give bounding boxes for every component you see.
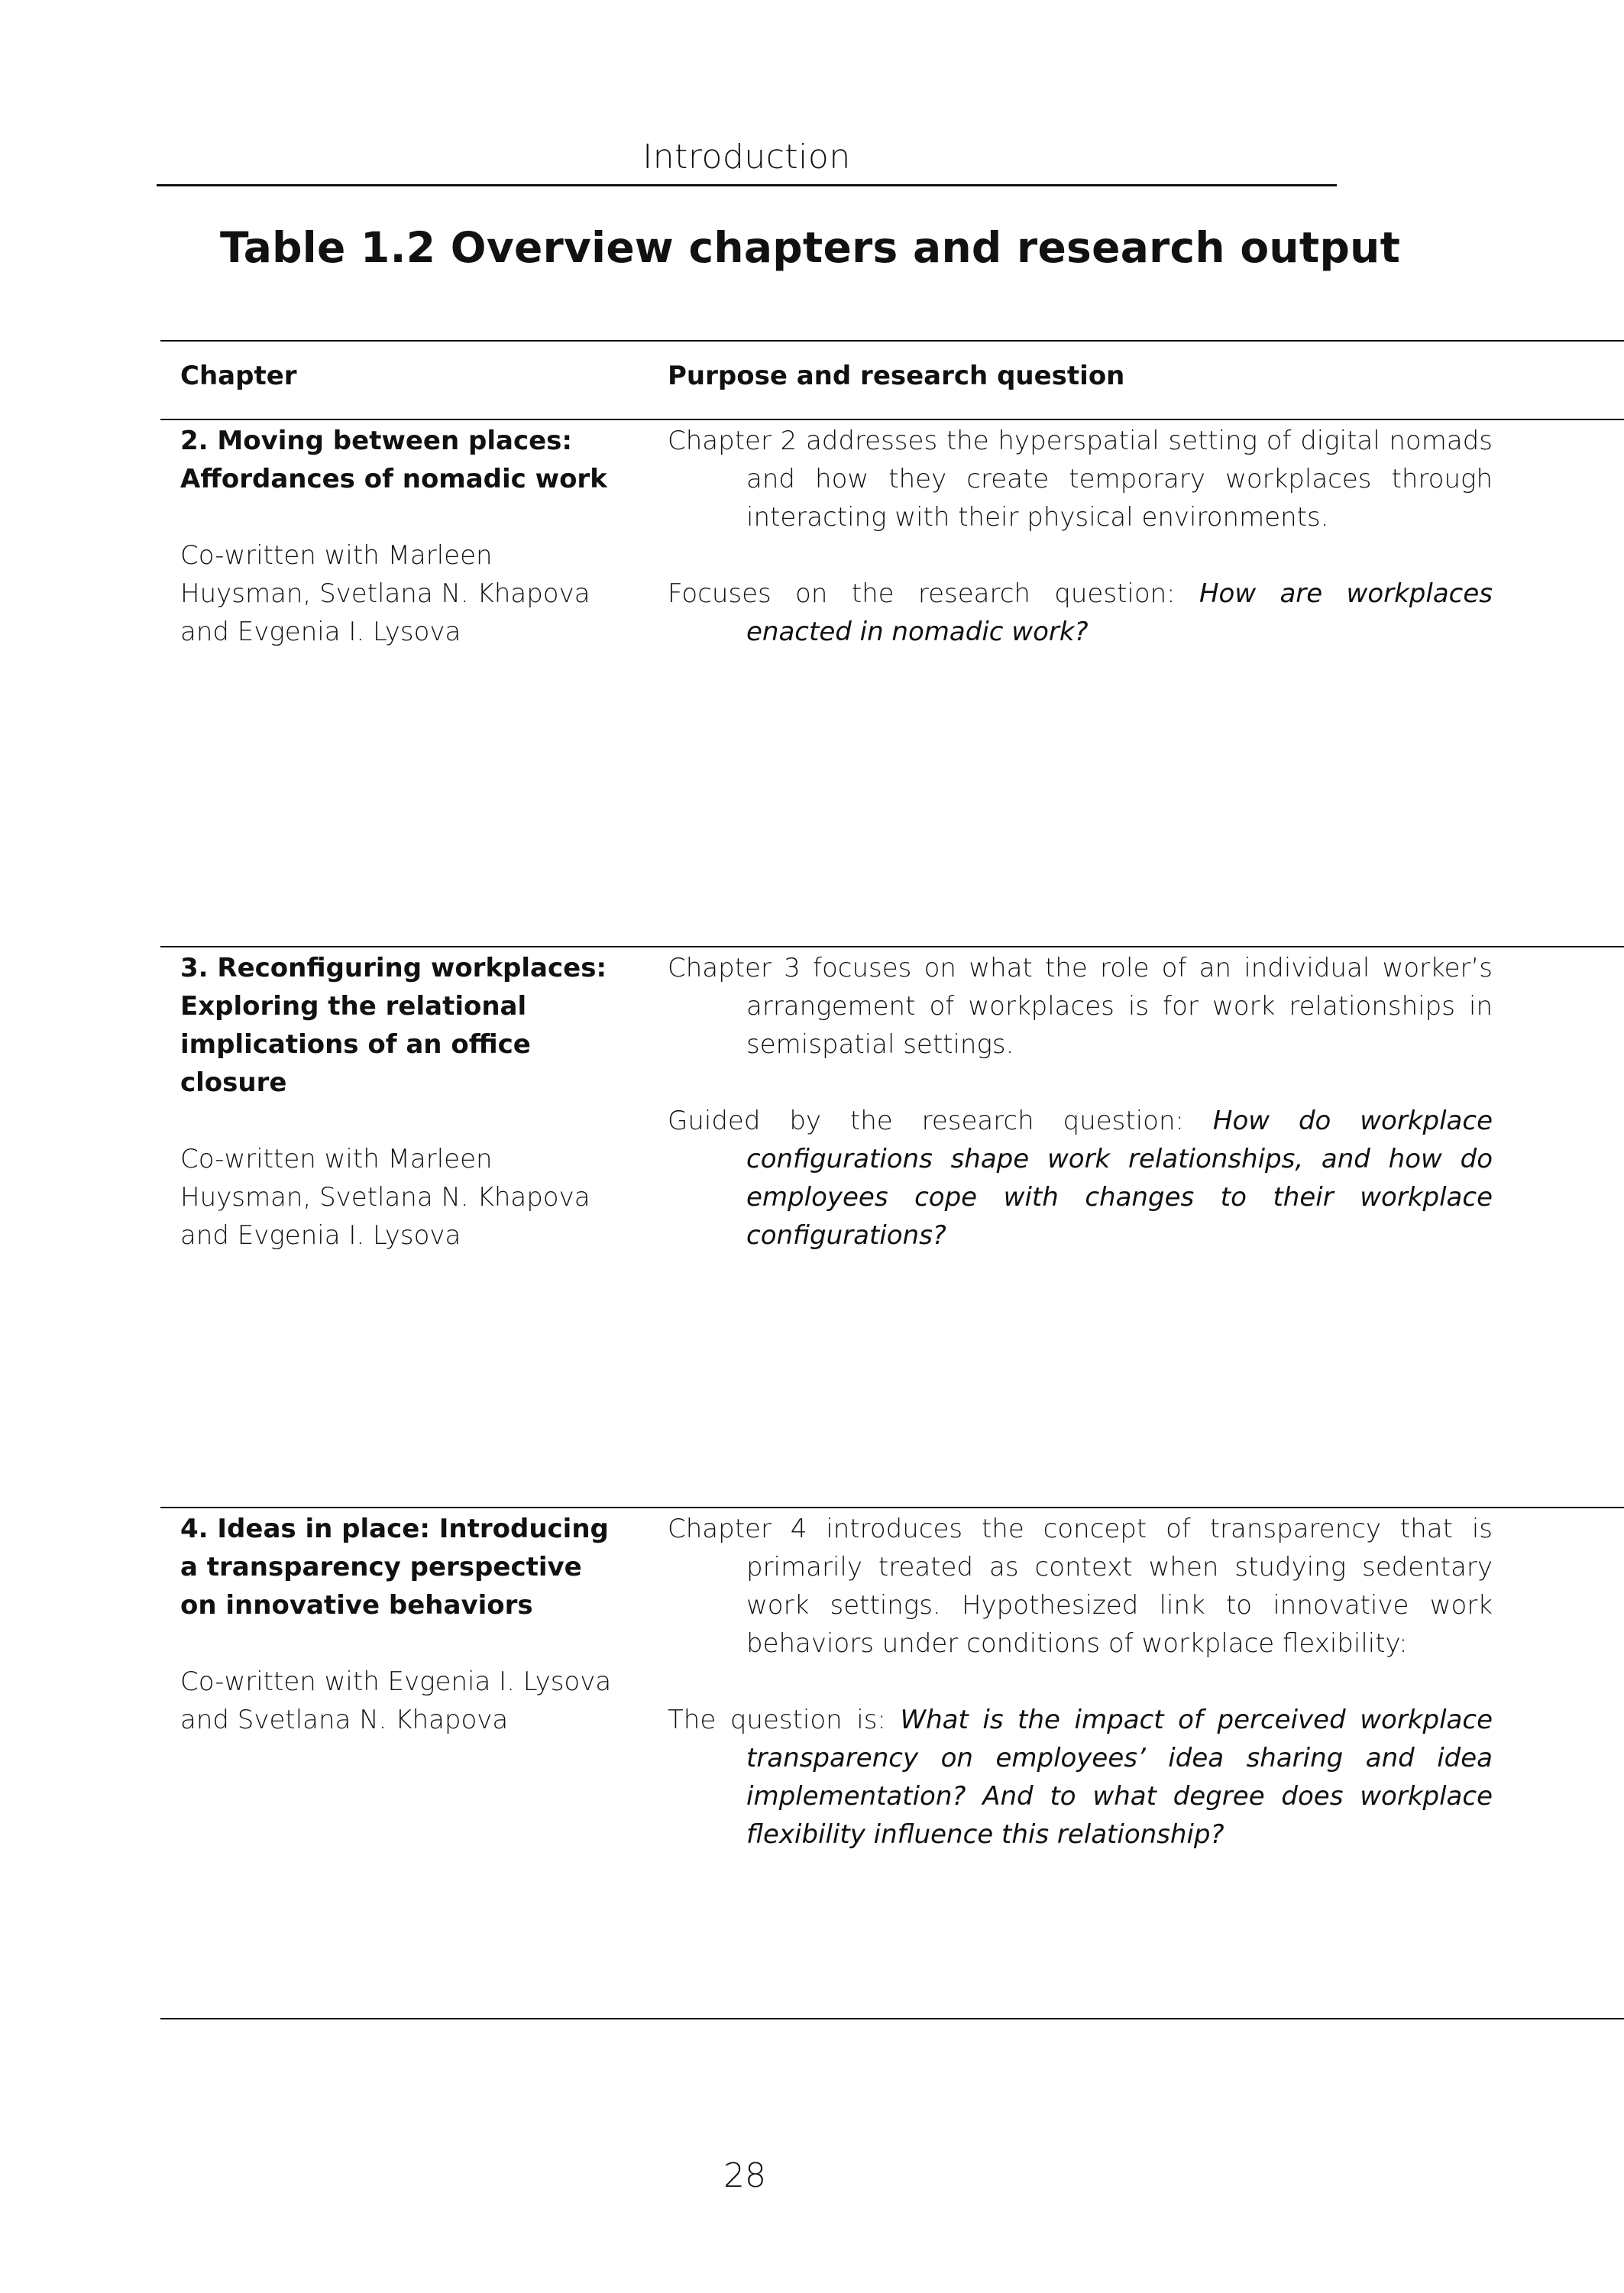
chapter-authors: Co-written with Marleen Huysman, Svetlana N. Khapova and Evgenia I. Lysova xyxy=(180,1144,590,1251)
table-top-rule xyxy=(160,340,1624,342)
chapter-description: Chapter 2 addresses the hyperspatial setting of digital nomads and how they create temporary workplaces through interacting with their physical environments. xyxy=(668,426,1493,533)
purpose-cell xyxy=(668,1510,1493,1854)
table-bottom-rule xyxy=(160,2018,1624,2019)
chapter-description: Chapter 4 introduces the concept of transparency that is primarily treated as context when studying sedentary work settings. Hypothesized link to innovative work behaviors under conditions of workplace flexibility: xyxy=(668,1514,1493,1659)
row-separator xyxy=(160,946,1624,947)
chapter-cell xyxy=(180,1510,623,1739)
chapter-title: 2. Moving between places: Affordances of nomadic work xyxy=(180,426,607,494)
chapter-cell xyxy=(180,422,623,651)
header-rule xyxy=(160,419,1624,420)
page-number: 28 xyxy=(723,2156,766,2195)
research-question xyxy=(668,575,1493,651)
research-question xyxy=(668,1701,1493,1854)
question-lead: Guided by the research question: xyxy=(668,1106,1213,1136)
chapter-title: 3. Reconfiguring workplaces: Exploring the relational implications of an office closure xyxy=(180,953,607,1098)
question-text: How are workplaces enacted in nomadic work? xyxy=(746,578,1493,647)
question-lead: Focuses on the research question: xyxy=(668,578,1199,609)
purpose-cell xyxy=(668,422,1493,651)
research-question xyxy=(668,1102,1493,1255)
question-lead: The question is: xyxy=(668,1705,901,1735)
chapter-title: 4. Ideas in place: Introducing a transparency perspective on innovative behaviors xyxy=(180,1514,609,1621)
row-separator xyxy=(160,1507,1624,1508)
chapter-description: Chapter 3 focuses on what the role of an individual worker’s arrangement of workplaces is for work relationships in semispatial settings. xyxy=(668,953,1493,1060)
chapter-authors: Co-written with Evgenia I. Lysova and Svetlana N. Khapova xyxy=(180,1666,612,1735)
chapter-cell xyxy=(180,949,623,1255)
table-title: Table 1.2 Overview chapters and research output xyxy=(220,223,1401,272)
chapter-authors: Co-written with Marleen Huysman, Svetlana N. Khapova and Evgenia I. Lysova xyxy=(180,540,590,647)
column-header-chapter: Chapter xyxy=(180,361,297,391)
question-text: How do workplace configurations shape work relationships, and how do employees cope with changes to their workplace configurations? xyxy=(746,1106,1493,1251)
purpose-cell xyxy=(668,949,1493,1255)
question-text: What is the impact of perceived workplace transparency on employees’ idea sharing and idea implementation? And to what degree does workplace flexibility influence this relationship? xyxy=(746,1705,1493,1850)
column-header-purpose: Purpose and research question xyxy=(668,361,1125,391)
running-header: Introduction xyxy=(157,138,1337,186)
